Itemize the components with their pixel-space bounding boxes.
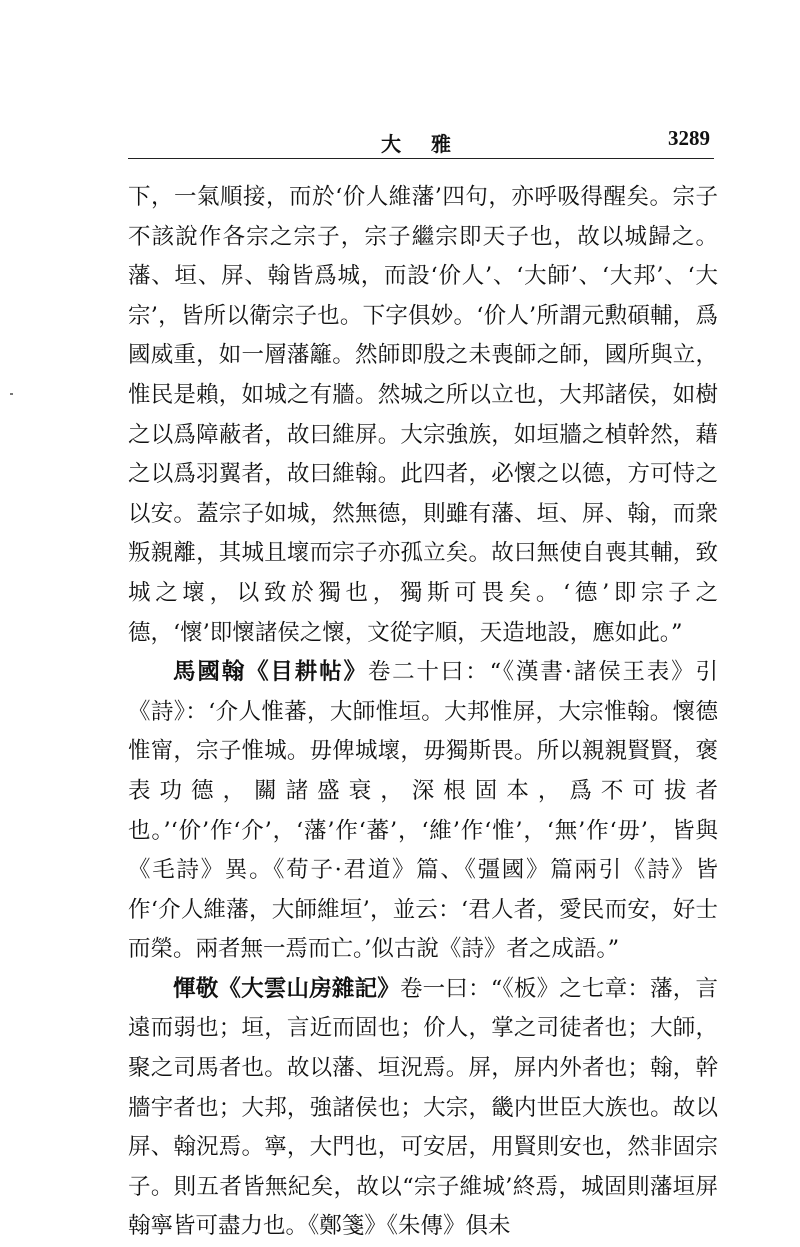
- paragraph-continuation: [128, 178, 718, 653]
- body-text: [128, 178, 718, 1247]
- page-number: 3289: [668, 126, 710, 150]
- paragraph-text: 卷一曰：“《板》之七章：藩，言遠而弱也；垣，言近而固也；价人，掌之司徒者也；大師，聚之司馬者也。故以藩、垣況焉。屏，屏内外者也；翰，幹牆宇者也；大邦，強諸侯也；大宗，畿内世臣大族也。故以屏、翰況焉。寧，大門也，可安居，用賢則安也，然非固宗子。則五者皆無紀矣，故以“宗子維城’終焉，城固則藩垣屏翰寧皆可盡力也。《鄭箋》《朱傳》俱未: [128, 975, 718, 1240]
- paragraph-ma-guohan: [128, 653, 718, 970]
- work-title: 《目耕帖》: [246, 659, 368, 686]
- running-title: 大雅: [381, 132, 481, 156]
- paragraph-text: 下，一氣順接，而於‘价人維藩’四句，亦呼吸得醒矣。宗子不該說作各宗之宗子，宗子繼宗即天子也，故以城歸之。藩、垣、屏、翰皆爲城，而設‘价人’、‘大師’、‘大邦’、‘大宗’，皆所以衛宗子也。下字俱妙。‘价人’所謂元勲碩輔，爲國威重，如一層藩籬。然師即殷之未喪師之師，國所與立，惟民是賴，如城之有牆。然城之所以立也，大邦諸侯，如樹之以爲障蔽者，故曰維屏。大宗強族，如垣牆之楨幹然，藉之以爲羽翼者，故曰維翰。此四者，必懷之以德，方可恃之以安。蓋宗子如城，然無德，則雖有藩、垣、屏、翰，而衆叛親離，其城且壞而宗子亦孤立矣。故曰無使自喪其輔，致城之壞，以致於獨也，獨斯可畏矣。‘德’即宗子之德，‘懷’即懷諸侯之懷，文從字順，天造地設，應如此。”: [128, 184, 718, 646]
- author-name: 惲敬: [173, 975, 219, 1002]
- paragraph-yun-jing: [128, 970, 718, 1247]
- author-name: 馬國翰: [173, 659, 247, 686]
- scan-mark: [10, 393, 13, 395]
- paragraph-text: 卷二十曰：“《漢書·諸侯王表》引《詩》：‘介人惟蕃，大師惟垣。大邦惟屏，大宗惟翰。懷德惟甯，宗子惟城。毋俾城壞，毋獨斯畏。所以親親賢賢，褒表功德，關諸盛衰，深根固本，爲不可拔者也。’‘价’作‘介’，‘藩’作‘蕃’，‘維’作‘惟’，‘無’作‘毋’，皆與《毛詩》異。《荀子·君道》篇、《彊國》篇兩引《詩》皆作‘介人維藩，大師維垣’，並云：‘君人者，愛民而安，好士而榮。兩者無一焉而亡。’似古說《詩》者之成語。”: [128, 659, 718, 963]
- work-title: 《大雲山房雜記》: [218, 975, 400, 1002]
- page-header: [128, 122, 714, 159]
